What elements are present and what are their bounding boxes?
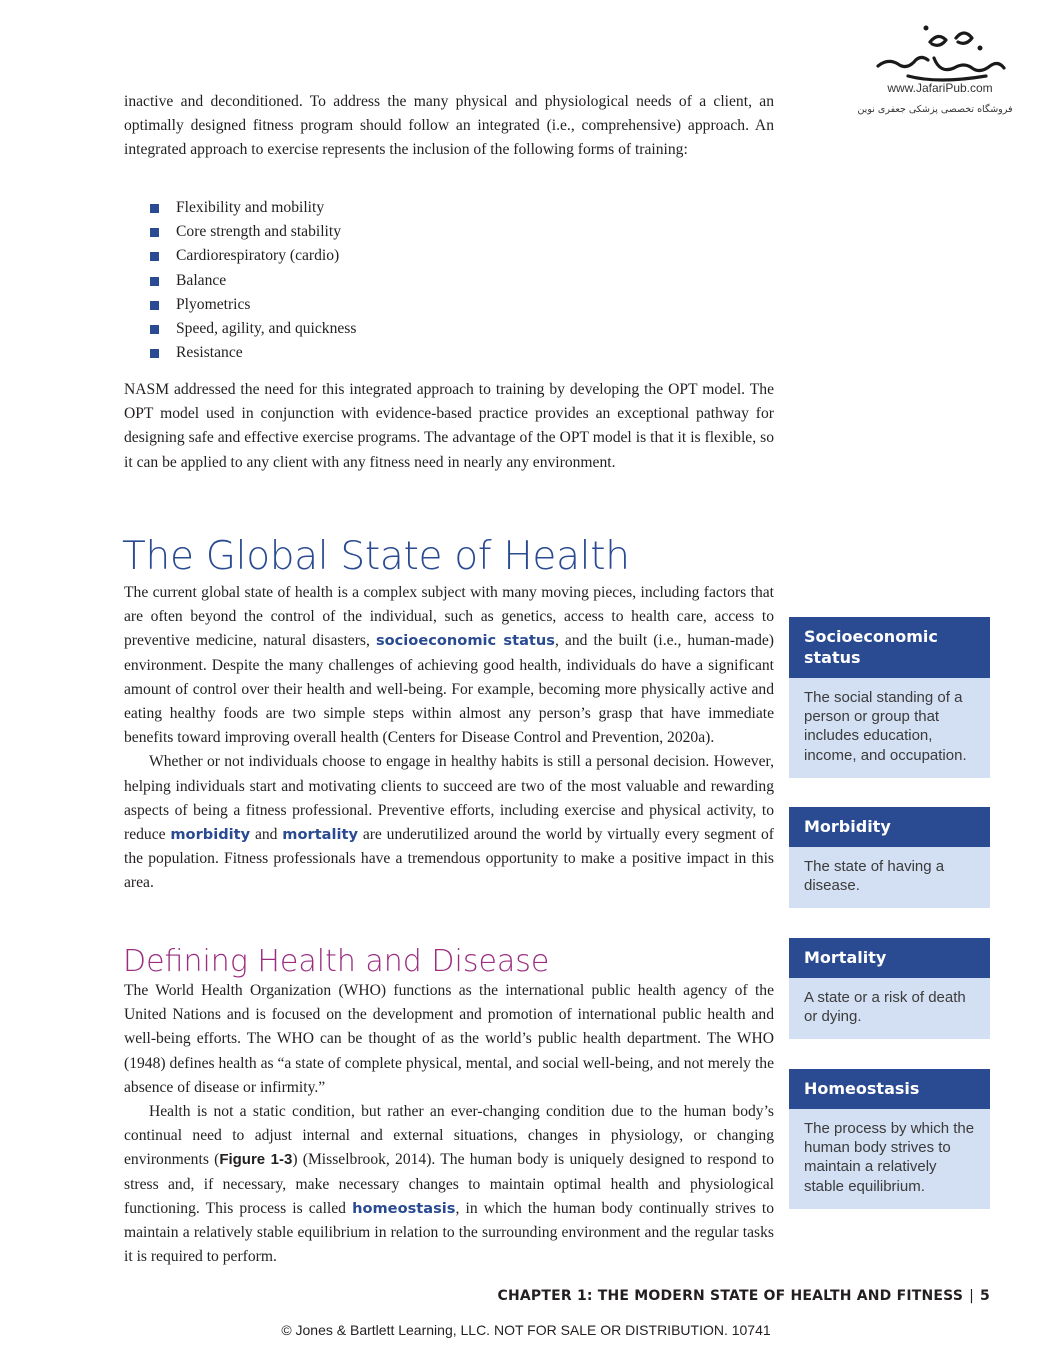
key-term-homeostasis[interactable]: homeostasis — [352, 1199, 456, 1217]
intro-paragraph: inactive and deconditioned. To address the many physical and physiological needs of a client, an optimally designed fitness program should follow an integrated (i.e., comprehensive) approach. An integrated approach to exercise represents the inclusion of the following forms of training: — [124, 93, 774, 159]
list-item: Speed, agility, and quickness — [150, 317, 356, 341]
list-item: Balance — [150, 269, 356, 293]
key-term-morbidity[interactable]: morbidity — [170, 826, 251, 844]
defining-paragraph-1: The World Health Organization (WHO) functions as the international public health agency of the United Nations and is focused on the development and promotion of international public health and well-being efforts. The WHO can be thought of as the world’s public health department. The WHO (1948) defines health as “a state of complete physical, mental, and social well-being, and not merely the absence of disease or infirmity.” — [124, 982, 774, 1096]
list-item: Resistance — [150, 341, 356, 365]
copyright-notice: © Jones & Bartlett Learning, LLC. NOT FOR SALE OR DISTRIBUTION. 10741 — [281, 1322, 771, 1338]
publisher-tagline: فروشگاه تخصصی پزشکی جعفری نوین — [857, 104, 1013, 115]
publisher-url: www.JafariPub.com — [887, 81, 993, 95]
chapter-title: CHAPTER 1: THE MODERN STATE OF HEALTH AND FITNESS — [497, 1288, 964, 1304]
glossary-definition: The process by which the human body strives to maintain a relatively stable equilibrium. — [789, 1109, 990, 1209]
section-heading: The Global State of Health — [122, 534, 630, 579]
square-bullet-icon — [150, 349, 159, 358]
global-health-section — [124, 581, 774, 896]
footer-separator: | — [969, 1288, 975, 1304]
training-forms-list — [150, 196, 356, 365]
key-term-mortality[interactable]: mortality — [282, 826, 359, 844]
global-health-paragraph-2: Whether or not individuals choose to engage in healthy habits is still a personal decision. However, helping individuals start and motivating clients to succeed are two of the most valuable and rewarding aspects of being a fitness professional. Preventive efforts, including exercise and physical activity, to reduce morbidity and mortality are underutilized around the world by virtually every segment of the population. Fitness professionals have a tremendous opportunity to make a positive impact in this area. — [124, 753, 774, 892]
square-bullet-icon — [150, 277, 159, 286]
page-number: 5 — [980, 1288, 990, 1304]
list-item: Core strength and stability — [150, 220, 356, 244]
figure-reference[interactable]: Figure 1-3 — [219, 1151, 293, 1169]
glossary-box-homeostasis — [789, 1069, 990, 1209]
list-item: Cardiorespiratory (cardio) — [150, 244, 356, 268]
global-health-paragraph-1: The current global state of health is a complex subject with many moving pieces, including factors that are often beyond the control of the individual, such as genetics, access to health care, access to preventive medicine, natural disasters, socioeconomic status, and the built (i.e., human-made) environment. Despite the many challenges of achieving good health, individuals do have a significant amount of control over their health and well-being. For example, becoming more physically active and eating healthy foods are two simple steps within almost any person’s grasp that have immediate benefits toward improving overall health (Centers for Disease Control and Prevention, 2020a). — [124, 584, 774, 747]
defining-paragraph-2: Health is not a static condition, but rather an ever-changing condition due to the human body’s continual need to adjust internal and external situations, changes in physiology, or changing environments (Figure 1-3) (Misselbrook, 2014). The human body is uniquely designed to respond to stress and, if necessary, make necessary changes to maintain optimal health and physiological functioning. This process is called homeostasis, in which the human body continually strives to maintain a relatively stable equilibrium in relation to the surrounding environment and the regular tasks it is required to perform. — [124, 1103, 774, 1266]
running-footer — [497, 1288, 990, 1304]
key-term-socioeconomic-status[interactable]: socioeconomic status — [375, 632, 555, 650]
list-item: Flexibility and mobility — [150, 196, 356, 220]
list-item: Plyometrics — [150, 293, 356, 317]
glossary-box-morbidity — [789, 807, 990, 908]
square-bullet-icon — [150, 325, 159, 334]
glossary-term: Homeostasis — [789, 1069, 990, 1109]
glossary-box-socioeconomic-status — [789, 617, 990, 778]
square-bullet-icon — [150, 301, 159, 310]
glossary-term: Morbidity — [789, 807, 990, 847]
square-bullet-icon — [150, 252, 159, 261]
glossary-term: Socioeconomic status — [789, 617, 990, 678]
square-bullet-icon — [150, 204, 159, 213]
subsection-heading: Defining Health and Disease — [123, 944, 550, 979]
glossary-box-mortality — [789, 938, 990, 1039]
glossary-definition: The state of having a disease. — [789, 847, 990, 908]
glossary-definition: A state or a risk of death or dying. — [789, 978, 990, 1039]
glossary-term: Mortality — [789, 938, 990, 978]
square-bullet-icon — [150, 228, 159, 237]
opt-model-paragraph: NASM addressed the need for this integrated approach to training by developing the OPT model. The OPT model used in conjunction with evidence-based practice provides an exceptional pathway for designing safe and effective exercise programs. The advantage of the OPT model is that it is flexible, so it can be applied to any client with any fitness need in nearly any environment. — [124, 381, 774, 471]
glossary-definition: The social standing of a person or group that includes education, income, and occupation. — [789, 678, 990, 778]
defining-health-section — [124, 979, 774, 1269]
